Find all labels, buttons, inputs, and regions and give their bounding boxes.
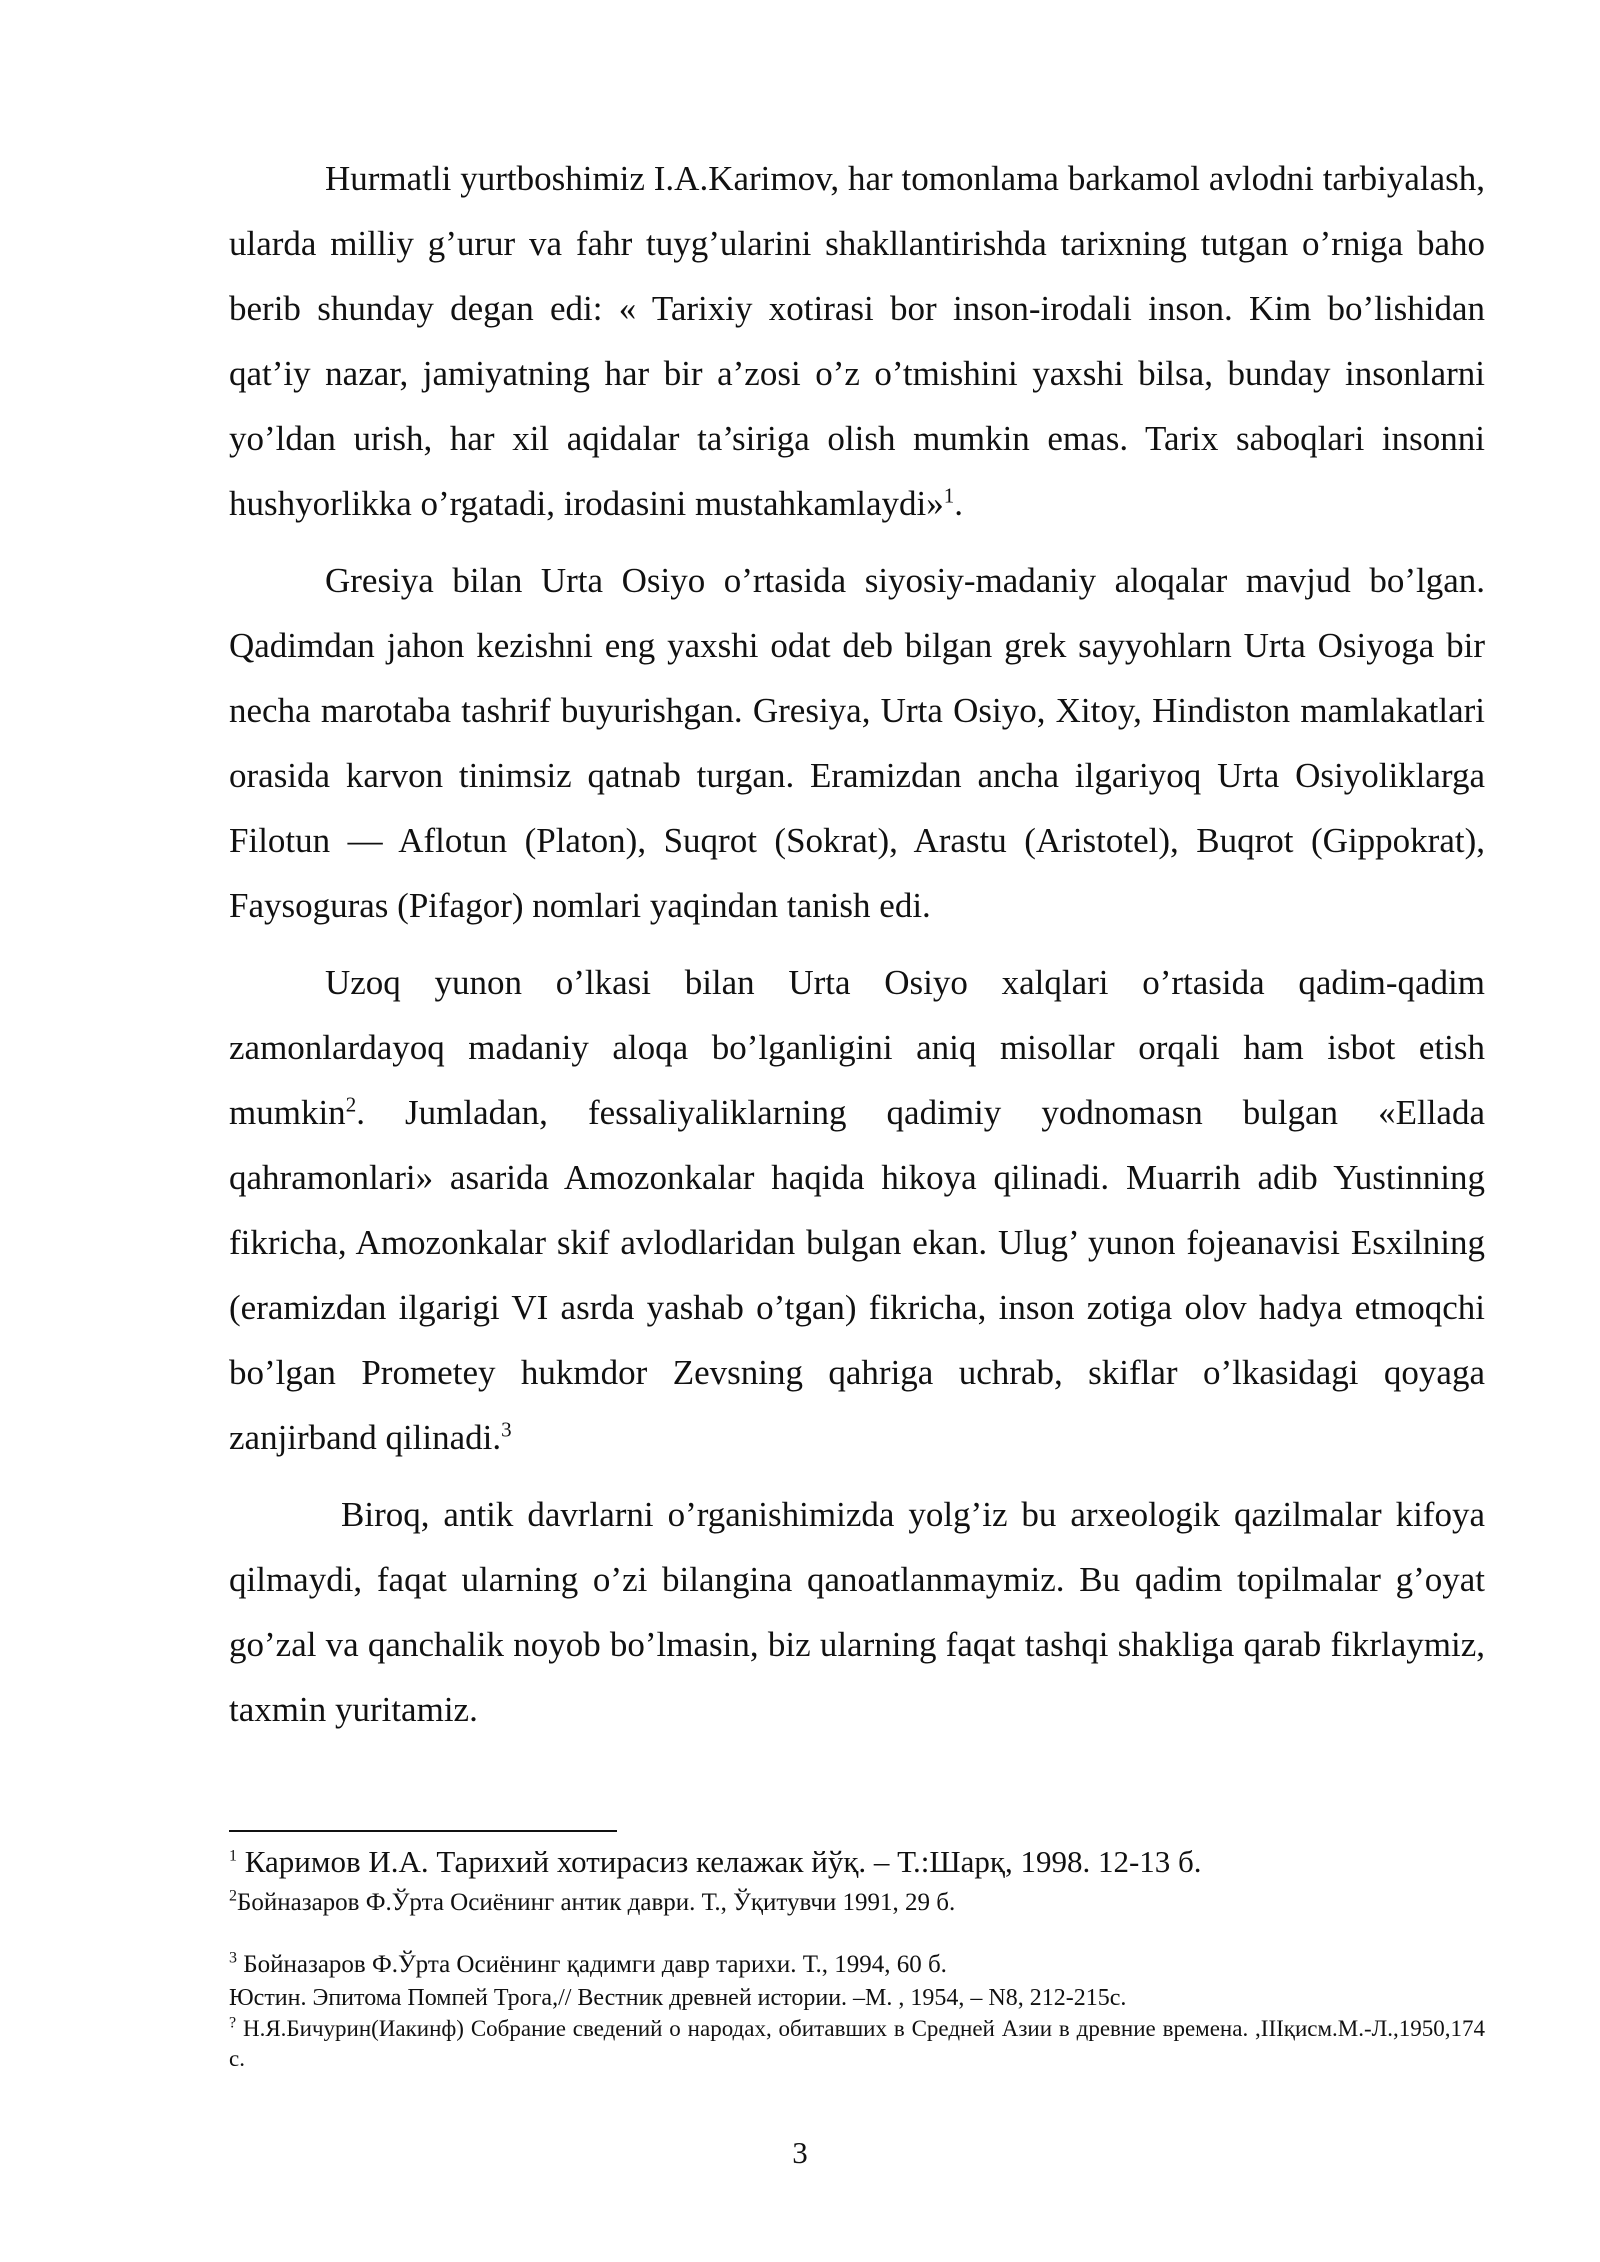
footnote-text: Н.Я.Бичурин(Иакинф) Собрание сведений о народах, обитавших в Средней Азии в древние времена. ,IIIқисм.М.-Л.,1950,174 с. <box>229 2016 1485 2071</box>
paragraph-text: Gresiya bilan Urta Osiyo o’rtasida siyosiy-madaniy aloqalar mavjud bo’lgan. Qadimdan jahon kezishni eng yaxshi odat deb bilgan grek sayyohlarn Urta Osiyoga bir necha marotaba tashrif buyurishgan. Gresiya, Urta Osiyo, Xitoy, Hindiston mamlakatlari orasida karvon tinimsiz qatnab turgan. Eramizdan ancha ilgariyoq Urta Osiyoliklarga Filotun — Aflotun (Platon), Suqrot (Sokrat), Arastu (Aristotel), Buqrot (Gippokrat), Faysoguras (Pifagor) nomlari yaqindan tanish edi. <box>229 561 1485 925</box>
footnote-mark: 3 <box>229 1949 237 1967</box>
footnote-text: Бойназаров Ф.Ўрта Осиёнинг антик даври. Т., Ўқитувчи 1991, 29 б. <box>237 1889 956 1916</box>
footnote <box>229 1948 1485 1982</box>
paragraph-text: Biroq, antik davrlarni o’rganishimizda yolg’iz bu arxeologik qazilmalar kifoya qilmaydi, faqat ularning o’zi bilangina qanoatlanmaymiz. Bu qadim topilmalar g’oyat go’zal va qanchalik noyob bo’lmasin, biz ularning faqat tashqi shakliga qarab fikrlaymiz, taxmin yuritamiz. <box>229 1495 1485 1729</box>
paragraph <box>229 1482 1485 1742</box>
footnote <box>229 1884 1485 1922</box>
footnote <box>229 1982 1485 2014</box>
paragraph <box>229 548 1485 938</box>
footnote-text: Юстин. Эпитома Помпей Трога,// Вестник древней истории. –М. , 1954, – N8, 212-215с. <box>229 1985 1127 2011</box>
paragraph-text: . <box>954 484 964 523</box>
footnote-text: Бойназаров Ф.Ўрта Осиёнинг қадимги давр тарихи. Т., 1994, 60 б. <box>237 1951 947 1978</box>
footnote <box>229 1840 1485 1884</box>
footnote <box>229 2014 1485 2074</box>
paragraph-text: Hurmatli yurtboshimiz I.A.Karimov, har tomonlama barkamol avlodni tarbiyalash, ularda milliy g’urur va fahr tuyg’ularini shakllantirishda tarixning tutgan o’rniga baho berib shunday degan edi: « Tarixiy xotirasi bor inson-irodali inson. Kim bo’lishidan qat’iy nazar, jamiyatning har bir a’zosi o’z o’tmishini yaxshi bilsa, bunday insonlarni yo’ldan urish, har xil aqidalar ta’siriga olish mumkin emas. Tarix saboqlari insonni hushyorlikka o’rgatadi, irodasini mustahkamlaydi» <box>229 159 1485 523</box>
footnote-ref: 3 <box>501 1417 512 1442</box>
footnote-separator <box>229 1830 617 1832</box>
paragraph-text: Uzoq yunon o’lkasi bilan Urta Osiyo xalqlari o’rtasida qadim-qadim zamonlardayoq madaniy aloqa bo’lganligini aniq misollar orqali ham isbot etish mumkin <box>229 963 1485 1132</box>
paragraph <box>229 146 1485 536</box>
page-number: 3 <box>792 2135 808 2170</box>
footnote-mark: 1 <box>229 1847 237 1865</box>
footnote-ref: 2 <box>345 1092 357 1117</box>
footnote-ref: 1 <box>943 483 955 508</box>
paragraph-text: . Jumladan, fessaliyaliklarning qadimiy yodnomasn bulgan «Ellada qahramonlari» asarida Amozonkalar haqida hikoya qilinadi. Muarrih adib Yustinning fikricha, Amozonkalar skif avlodlaridan bulgan ekan. Ulug’ yunon fojeanavisi Esxilning (eramizdan ilgarigi VI asrda yashab o’tgan) fikricha, inson zotiga olov hadya etmoqchi bo’lgan Prometey hukmdor Zevsning qahriga uchrab, skiflar o’lkasidagi qoyaga zanjirband qilinadi. <box>229 1093 1485 1457</box>
footnotes <box>229 1840 1485 2074</box>
footnote-mark: 2 <box>229 1887 237 1905</box>
footnote-mark: ? <box>229 2014 237 2032</box>
paragraph <box>229 950 1485 1470</box>
body-text <box>229 146 1485 1742</box>
footnote-text: Каримов И.А. Тарихий хотирасиз келажак йўқ. – Т.:Шарқ, 1998. 12-13 б. <box>237 1844 1202 1879</box>
